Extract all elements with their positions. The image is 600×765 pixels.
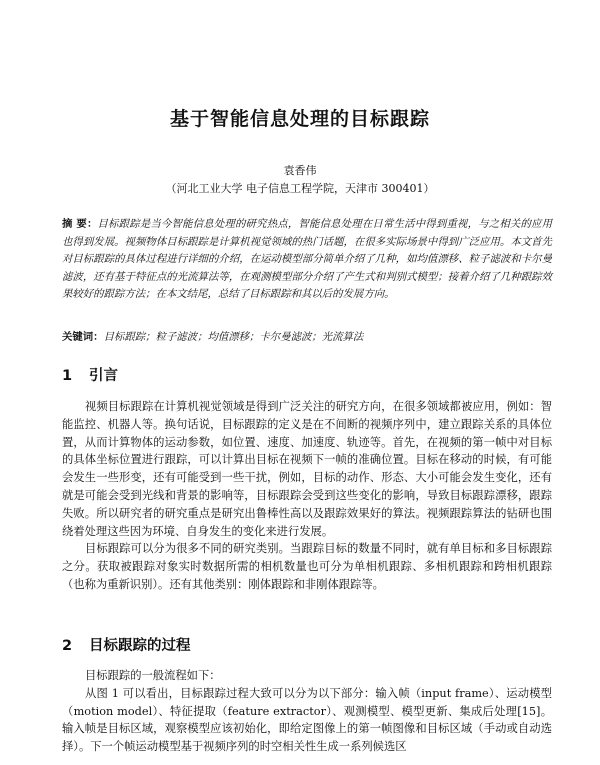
section-2-paragraph-2: 从图 1 可以看出，目标跟踪过程大致可以分为以下部分：输入帧（input frame）、运动模型（motion model）、特征提取（feature extractor）、观测模型、模型更新、集成后处理[15]。输入帧是目标区域，观察模型应该初始化，即给定图像上的第一帧图像和目标区域（手动或自动选择）。下一个帧运动模型基于视频序列的时空相关性生成一系列候选区 xyxy=(62,686,552,754)
section-1-title: 引言 xyxy=(89,368,118,384)
keywords xyxy=(62,328,552,343)
paper-title: 基于智能信息处理的目标跟踪 xyxy=(169,108,430,130)
author-name: 袁香伟 xyxy=(283,164,317,177)
section-2-paragraph-1: 目标跟踪的一般流程如下： xyxy=(85,669,221,682)
author-affiliation: （河北工业大学 电子信息工程学院，天津市 300401） xyxy=(165,182,435,195)
section-1-body xyxy=(62,398,552,594)
keywords-label: 关键词： xyxy=(62,331,104,343)
abstract-text: 目标跟踪是当今智能信息处理的研究热点，智能信息处理在日常生活中得到重视，与之相关的应用也得到发展。视频物体目标跟踪是计算机视觉领域的热门话题，在很多实际场景中得到广泛应用。本文首先对目标跟踪的具体过程进行详细的介绍，在运动模型部分简单介绍了几种，如均值漂移、粒子滤波和卡尔曼滤波，还有基于特征点的光流算法等，在观测模型部分介绍了产生式和判别式模型；接着介绍了几种跟踪效果较好的跟踪方法；在本文结尾，总结了目标跟踪和其以后的发展方向。 xyxy=(62,218,552,300)
section-2-title: 目标跟踪的过程 xyxy=(89,638,191,654)
abstract xyxy=(62,216,552,304)
abstract-label: 摘 要： xyxy=(62,218,98,230)
section-2-body xyxy=(62,667,552,756)
section-1-number: 1 xyxy=(62,368,73,384)
section-2-number: 2 xyxy=(62,638,73,654)
keywords-text: 目标跟踪；粒子滤波；均值漂移；卡尔曼滤波；光流算法 xyxy=(103,331,364,343)
section-1-heading xyxy=(62,364,118,385)
section-1-paragraph-1: 视频目标跟踪在计算机视觉领域是得到广泛关注的研究方向，在很多领域都被应用，例如：智能监控、机器人等。换句话说，目标跟踪的定义是在不间断的视频序列中，建立跟踪关系的具体位置，从而计算物体的运动参数，如位置、速度、加速度、轨迹等。首先，在视频的第一帧中对目标的具体坐标位置进行跟踪，可以计算出目标在视频下一帧的准确位置。目标在移动的时候，有可能会发生一些形变，还有可能受到一些干扰，例如，目标的动作、形态、大小可能会发生变化，还有就是可能会受到光线和背景的影响等，目标跟踪会受到这些变化的影响，导致目标跟踪漂移，跟踪失败。所以研究者的研究重点是研究出鲁棒性高以及跟踪效果好的算法。视频跟踪算法的钻研也围绕着处理这些因为环境、自身发生的变化来进行发展。 xyxy=(62,400,552,538)
section-2-heading xyxy=(62,634,191,655)
section-1-paragraph-2: 目标跟踪可以分为很多不同的研究类别。当跟踪目标的数量不同时，就有单目标和多目标跟踪之分。获取被跟踪对象实时数据所需的相机数量也可分为单相机跟踪、多相机跟踪和跨相机跟踪（也称为重新识别）。还有其他类别：刚体跟踪和非刚体跟踪等。 xyxy=(62,542,552,591)
